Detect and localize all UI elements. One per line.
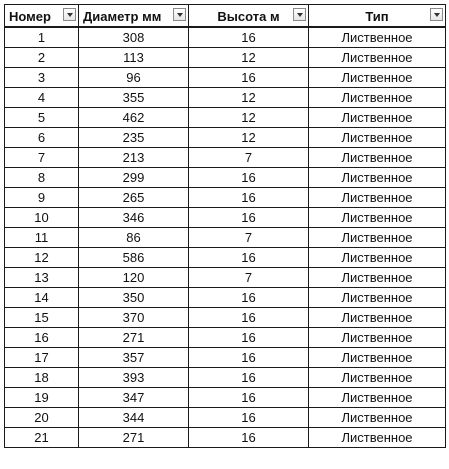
cell-type[interactable]: Лиственное (309, 148, 446, 168)
cell-number[interactable]: 4 (5, 88, 79, 108)
table-row (5, 108, 446, 128)
table-row (5, 388, 446, 408)
filter-dropdown-diameter[interactable] (173, 8, 186, 21)
cell-number[interactable]: 14 (5, 288, 79, 308)
table-row (5, 188, 446, 208)
table-row (5, 288, 446, 308)
cell-diameter[interactable]: 350 (79, 288, 189, 308)
cell-height[interactable]: 12 (189, 128, 309, 148)
cell-number[interactable]: 11 (5, 228, 79, 248)
cell-diameter[interactable]: 235 (79, 128, 189, 148)
cell-diameter[interactable]: 344 (79, 408, 189, 428)
cell-height[interactable]: 16 (189, 388, 309, 408)
cell-number[interactable]: 15 (5, 308, 79, 328)
cell-height[interactable]: 16 (189, 328, 309, 348)
cell-diameter[interactable]: 120 (79, 268, 189, 288)
cell-number[interactable]: 1 (5, 27, 79, 48)
cell-type[interactable]: Лиственное (309, 388, 446, 408)
cell-height[interactable]: 12 (189, 108, 309, 128)
filter-dropdown-nomer[interactable] (63, 8, 76, 21)
data-table (4, 4, 446, 448)
table-row (5, 248, 446, 268)
cell-height[interactable]: 16 (189, 68, 309, 88)
cell-type[interactable]: Лиственное (309, 428, 446, 448)
cell-type[interactable]: Лиственное (309, 108, 446, 128)
header-cell-diameter[interactable] (79, 5, 189, 28)
cell-type[interactable]: Лиственное (309, 408, 446, 428)
chevron-down-icon (67, 13, 73, 17)
cell-type[interactable]: Лиственное (309, 128, 446, 148)
cell-diameter[interactable]: 355 (79, 88, 189, 108)
cell-diameter[interactable]: 299 (79, 168, 189, 188)
header-label-nomer: Номер (9, 8, 51, 24)
cell-height[interactable]: 16 (189, 188, 309, 208)
cell-height[interactable]: 16 (189, 428, 309, 448)
cell-type[interactable]: Лиственное (309, 188, 446, 208)
cell-number[interactable]: 12 (5, 248, 79, 268)
cell-number[interactable]: 8 (5, 168, 79, 188)
chevron-down-icon (297, 13, 303, 17)
cell-diameter[interactable]: 308 (79, 27, 189, 48)
table-row (5, 428, 446, 448)
table-row (5, 168, 446, 188)
cell-diameter[interactable]: 370 (79, 308, 189, 328)
table-row (5, 348, 446, 368)
cell-type[interactable]: Лиственное (309, 68, 446, 88)
cell-number[interactable]: 10 (5, 208, 79, 228)
table-header (5, 5, 446, 28)
filter-dropdown-type[interactable] (430, 8, 443, 21)
cell-type[interactable]: Лиственное (309, 348, 446, 368)
cell-diameter[interactable]: 271 (79, 328, 189, 348)
table-row (5, 148, 446, 168)
filter-dropdown-height[interactable] (293, 8, 306, 21)
cell-type[interactable]: Лиственное (309, 328, 446, 348)
header-label-type: Тип (365, 8, 389, 24)
table-row (5, 268, 446, 288)
header-label-height: Высота м (217, 8, 280, 24)
cell-number[interactable]: 19 (5, 388, 79, 408)
cell-height[interactable]: 16 (189, 368, 309, 388)
cell-diameter[interactable]: 347 (79, 388, 189, 408)
cell-type[interactable]: Лиственное (309, 288, 446, 308)
cell-number[interactable]: 6 (5, 128, 79, 148)
cell-height[interactable]: 16 (189, 27, 309, 48)
table-row (5, 88, 446, 108)
cell-height[interactable]: 12 (189, 48, 309, 68)
chevron-down-icon (177, 13, 183, 17)
table-row (5, 408, 446, 428)
cell-type[interactable]: Лиственное (309, 248, 446, 268)
cell-diameter[interactable]: 346 (79, 208, 189, 228)
cell-height[interactable]: 16 (189, 308, 309, 328)
cell-number[interactable]: 21 (5, 428, 79, 448)
cell-number[interactable]: 17 (5, 348, 79, 368)
chevron-down-icon (434, 13, 440, 17)
cell-number[interactable]: 5 (5, 108, 79, 128)
cell-type[interactable]: Лиственное (309, 228, 446, 248)
cell-number[interactable]: 7 (5, 148, 79, 168)
cell-diameter[interactable]: 96 (79, 68, 189, 88)
cell-height[interactable]: 7 (189, 228, 309, 248)
header-row (5, 5, 446, 28)
cell-number[interactable]: 20 (5, 408, 79, 428)
spreadsheet-table-region (4, 4, 445, 448)
cell-height[interactable]: 7 (189, 268, 309, 288)
header-cell-nomer[interactable] (5, 5, 79, 28)
table-row (5, 68, 446, 88)
header-cell-height[interactable] (189, 5, 309, 28)
cell-diameter[interactable]: 462 (79, 108, 189, 128)
cell-height[interactable]: 16 (189, 348, 309, 368)
cell-diameter[interactable]: 113 (79, 48, 189, 68)
table-row (5, 308, 446, 328)
cell-type[interactable]: Лиственное (309, 168, 446, 188)
cell-type[interactable]: Лиственное (309, 48, 446, 68)
cell-type[interactable]: Лиственное (309, 368, 446, 388)
header-label-diameter: Диаметр мм (83, 8, 162, 24)
cell-number[interactable]: 3 (5, 68, 79, 88)
cell-height[interactable]: 16 (189, 408, 309, 428)
table-row (5, 208, 446, 228)
cell-number[interactable]: 18 (5, 368, 79, 388)
table-row (5, 328, 446, 348)
cell-diameter[interactable]: 271 (79, 428, 189, 448)
cell-diameter[interactable]: 393 (79, 368, 189, 388)
cell-height[interactable]: 16 (189, 208, 309, 228)
cell-number[interactable]: 16 (5, 328, 79, 348)
cell-diameter[interactable]: 265 (79, 188, 189, 208)
cell-type[interactable]: Лиственное (309, 268, 446, 288)
cell-type[interactable]: Лиственное (309, 27, 446, 48)
table-row (5, 27, 446, 48)
cell-height[interactable]: 16 (189, 288, 309, 308)
cell-number[interactable]: 9 (5, 188, 79, 208)
cell-height[interactable]: 12 (189, 88, 309, 108)
cell-diameter[interactable]: 213 (79, 148, 189, 168)
cell-type[interactable]: Лиственное (309, 308, 446, 328)
cell-number[interactable]: 2 (5, 48, 79, 68)
cell-height[interactable]: 16 (189, 168, 309, 188)
table-row (5, 368, 446, 388)
cell-type[interactable]: Лиственное (309, 88, 446, 108)
table-row (5, 128, 446, 148)
cell-height[interactable]: 16 (189, 248, 309, 268)
cell-height[interactable]: 7 (189, 148, 309, 168)
cell-number[interactable]: 13 (5, 268, 79, 288)
cell-diameter[interactable]: 86 (79, 228, 189, 248)
table-row (5, 228, 446, 248)
cell-type[interactable]: Лиственное (309, 208, 446, 228)
table-body (5, 27, 446, 448)
cell-diameter[interactable]: 586 (79, 248, 189, 268)
header-cell-type[interactable] (309, 5, 446, 28)
cell-diameter[interactable]: 357 (79, 348, 189, 368)
table-row (5, 48, 446, 68)
